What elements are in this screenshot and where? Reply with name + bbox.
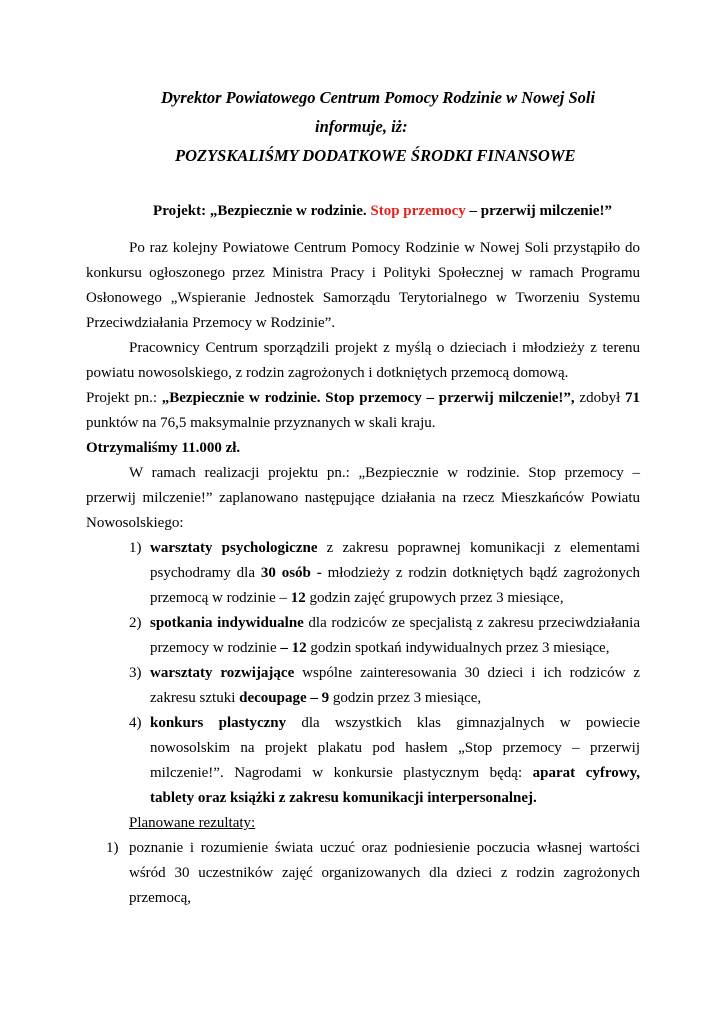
list-item: 4) konkurs plastyczny dla wszystkich klas gimnazjalnych w powiecie nowosolskim na projekt plakatu pod hasłem „Stop przemocy – przerwij milczenie!”. Nagrodami w konkursie plastycznym będą: aparat cyfrowy, tablety oraz książki z zakresu komunikacji interpersonalnej. [129, 715, 640, 806]
header-announcement: POZYSKALIŚMY DODATKOWE ŚRODKI FINANSOWE [175, 146, 576, 165]
list-item: 1) poznanie i rozumienie świata uczuć oraz podniesienie poczucia własnej wartości wśród 30 uczestników zajęć organizowanych dla dzieci z rodzin zagrożonych przemocą, [106, 840, 640, 906]
list-item: 1) warsztaty psychologiczne z zakresu poprawnej komunikacji z elementami psychodramy dla 30 osób - młodzieży z rodzin dotkniętych bądź zagrożonych przemocą w rodzinie – 12 godzin zajęć grupowych przez 3 miesiące, [129, 540, 641, 606]
received-amount: Otrzymaliśmy 11.000 zł. [86, 440, 241, 456]
header-title: Dyrektor Powiatowego Centrum Pomocy Rodzinie w Nowej Soli [161, 88, 596, 107]
results-heading: Planowane rezultaty: [129, 815, 256, 831]
list-item: 3) warsztaty rozwijające wspólne zainteresowania 30 dzieci i ich rodziców z zakresu sztuki decoupage – 9 godzin przez 3 miesiące, [129, 665, 640, 706]
paragraph-actions-intro: W ramach realizacji projektu pn.: „Bezpiecznie w rodzinie. Stop przemocy – przerwij milczenie!” zaplanowano następujące działania na rzecz Mieszkańców Powiatu Nowosolskiego: [86, 465, 640, 531]
actions-list [86, 536, 640, 811]
results-list [86, 836, 640, 911]
header-subtitle: informuje, iż: [315, 117, 408, 136]
document-body [86, 236, 640, 911]
paragraph-score: Projekt pn.: „Bezpiecznie w rodzinie. Stop przemocy – przerwij milczenie!”, zdobył 71 punktów na 76,5 maksymalnie przyznanych w skali kraju. [86, 390, 641, 431]
project-title: Projekt: „Bezpiecznie w rodzinie. Stop przemocy – przerwij milczenie!” [153, 203, 612, 219]
paragraph-staff: Pracownicy Centrum sporządzili projekt z myślą o dzieciach i młodzieży z terenu powiatu nowosolskiego, z rodzin zagrożonych i dotkniętych przemocą domową. [86, 340, 640, 381]
paragraph-intro: Po raz kolejny Powiatowe Centrum Pomocy Rodzinie w Nowej Soli przystąpiło do konkursu ogłoszonego przez Ministra Pracy i Polityki Społecznej w ramach Programu Osłonowego „Wspieranie Jednostek Samorządu Terytorialnego w Tworzeniu Systemu Przeciwdziałania Przemocy w Rodzinie”. [86, 240, 640, 331]
highlight-text: Stop przemocy [370, 203, 466, 219]
list-item: 2) spotkania indywidualne dla rodziców ze specjalistą z zakresu przeciwdziałania przemocy w rodzinie – 12 godzin spotkań indywidualnych przez 3 miesiące, [129, 615, 640, 656]
